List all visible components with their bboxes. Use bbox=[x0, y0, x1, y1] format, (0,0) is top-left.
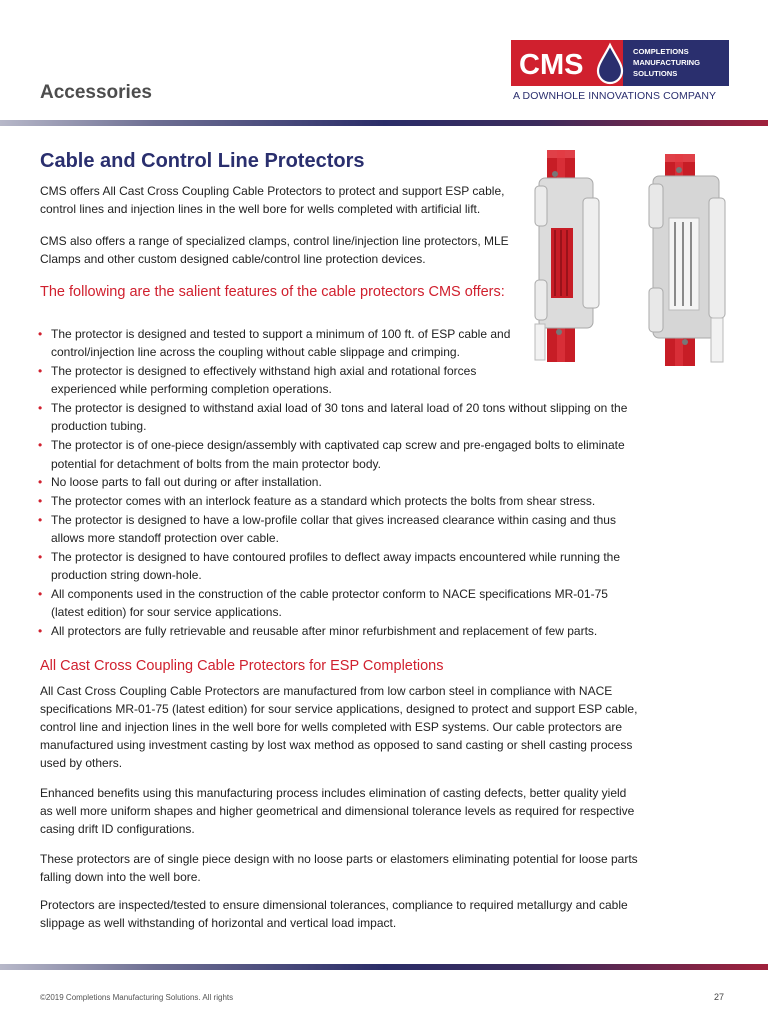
page-number: 27 bbox=[714, 992, 725, 1002]
section-label: Accessories bbox=[40, 82, 152, 103]
esp-section-heading: All Cast Cross Coupling Cable Protectors for ESP Completions bbox=[40, 658, 444, 674]
cms-logo bbox=[511, 40, 729, 86]
logo-sub-line-1: COMPLETIONS bbox=[633, 47, 689, 56]
footer-divider bbox=[0, 964, 768, 970]
feature-item: • The protector is designed to have contoured profiles to deflect away impacts encountered while running the production string down-hole. bbox=[38, 548, 638, 585]
feature-item: • No loose parts to fall out during or after installation. bbox=[38, 473, 638, 491]
logo-sub-line-3: SOLUTIONS bbox=[633, 69, 678, 78]
feature-item: • The protector is designed to withstand axial load of 30 tons and lateral load of 20 tons without slipping on the production tubing. bbox=[38, 399, 638, 436]
header-divider bbox=[0, 120, 768, 126]
copyright-text: ©2019 Completions Manufacturing Solutions. All rights bbox=[40, 993, 234, 1002]
esp-paragraph-4: Protectors are inspected/tested to ensure dimensional tolerances, compliance to required metallurgy and cable slippage as well withstanding of horizontal and vertical load impact. bbox=[40, 898, 628, 930]
feature-item: • The protector is designed and tested to support a minimum of 100 ft. of ESP cable and control/injection line across the coupling without cable slippage and crimping. bbox=[38, 325, 511, 362]
feature-item: • The protector is designed to have a low-profile collar that gives increased clearance within casing and thus allows more standoff protection over cable. bbox=[38, 511, 638, 548]
logo-sub-line-2: MANUFACTURING bbox=[633, 58, 701, 67]
tagline: A DOWNHOLE INNOVATIONS COMPANY bbox=[513, 90, 717, 102]
feature-item: • The protector comes with an interlock feature as a standard which protects the bolts from shear stress. bbox=[38, 492, 638, 510]
features-heading: The following are the salient features of the cable protectors CMS offers: bbox=[40, 284, 505, 300]
page-title: Cable and Control Line Protectors bbox=[40, 150, 365, 172]
feature-item: • All components used in the construction of the cable protector conform to NACE specifications MR-01-75 (latest edition) for sour service applications. bbox=[38, 585, 638, 622]
right-protector bbox=[649, 154, 725, 366]
esp-paragraph-2: Enhanced benefits using this manufacturing process includes elimination of casting defects, better quality yield as well more uniform shapes and higher geometrical and dimensional tolerance levels as required for respective casing drift ID configurations. bbox=[40, 786, 635, 836]
feature-item: • The protector is of one-piece design/assembly with captivated cap screw and pre-engaged bolts to eliminate potential for detachment of bolts from the main protector body. bbox=[38, 436, 638, 473]
logo-text: CMS bbox=[519, 49, 584, 81]
intro-paragraph-2: CMS also offers a range of specialized clamps, control line/injection line protectors, MLE Clamps and other custom designed cable/control line protection devices. bbox=[40, 234, 509, 266]
feature-item: • The protector is designed to effectively withstand high axial and rotational forces experienced while performing completion operations. bbox=[38, 362, 511, 399]
features-list bbox=[38, 325, 638, 641]
esp-paragraph-3: These protectors are of single piece design with no loose parts or elastomers eliminating potential for loose parts falling down into the well bore. bbox=[40, 852, 638, 884]
feature-item: • All protectors are fully retrievable and reusable after minor refurbishment and replacement of few parts. bbox=[38, 622, 638, 640]
intro-paragraph-1: CMS offers All Cast Cross Coupling Cable Protectors to protect and support ESP cable, control lines and injection lines in the well bore for wells completed with artificial lift. bbox=[40, 184, 505, 216]
esp-paragraph-1: All Cast Cross Coupling Cable Protectors are manufactured from low carbon steel in compliance with NACE specifications MR-01-75 (latest edition) for sour service applications, designed to protect and support ESP cable, control line and injection lines in the well bore for wells completed with ESP systems. Our cable protectors are manufactured using investment casting by lost wax method as opposed to sand casting or shell casting process used by others. bbox=[40, 684, 638, 770]
